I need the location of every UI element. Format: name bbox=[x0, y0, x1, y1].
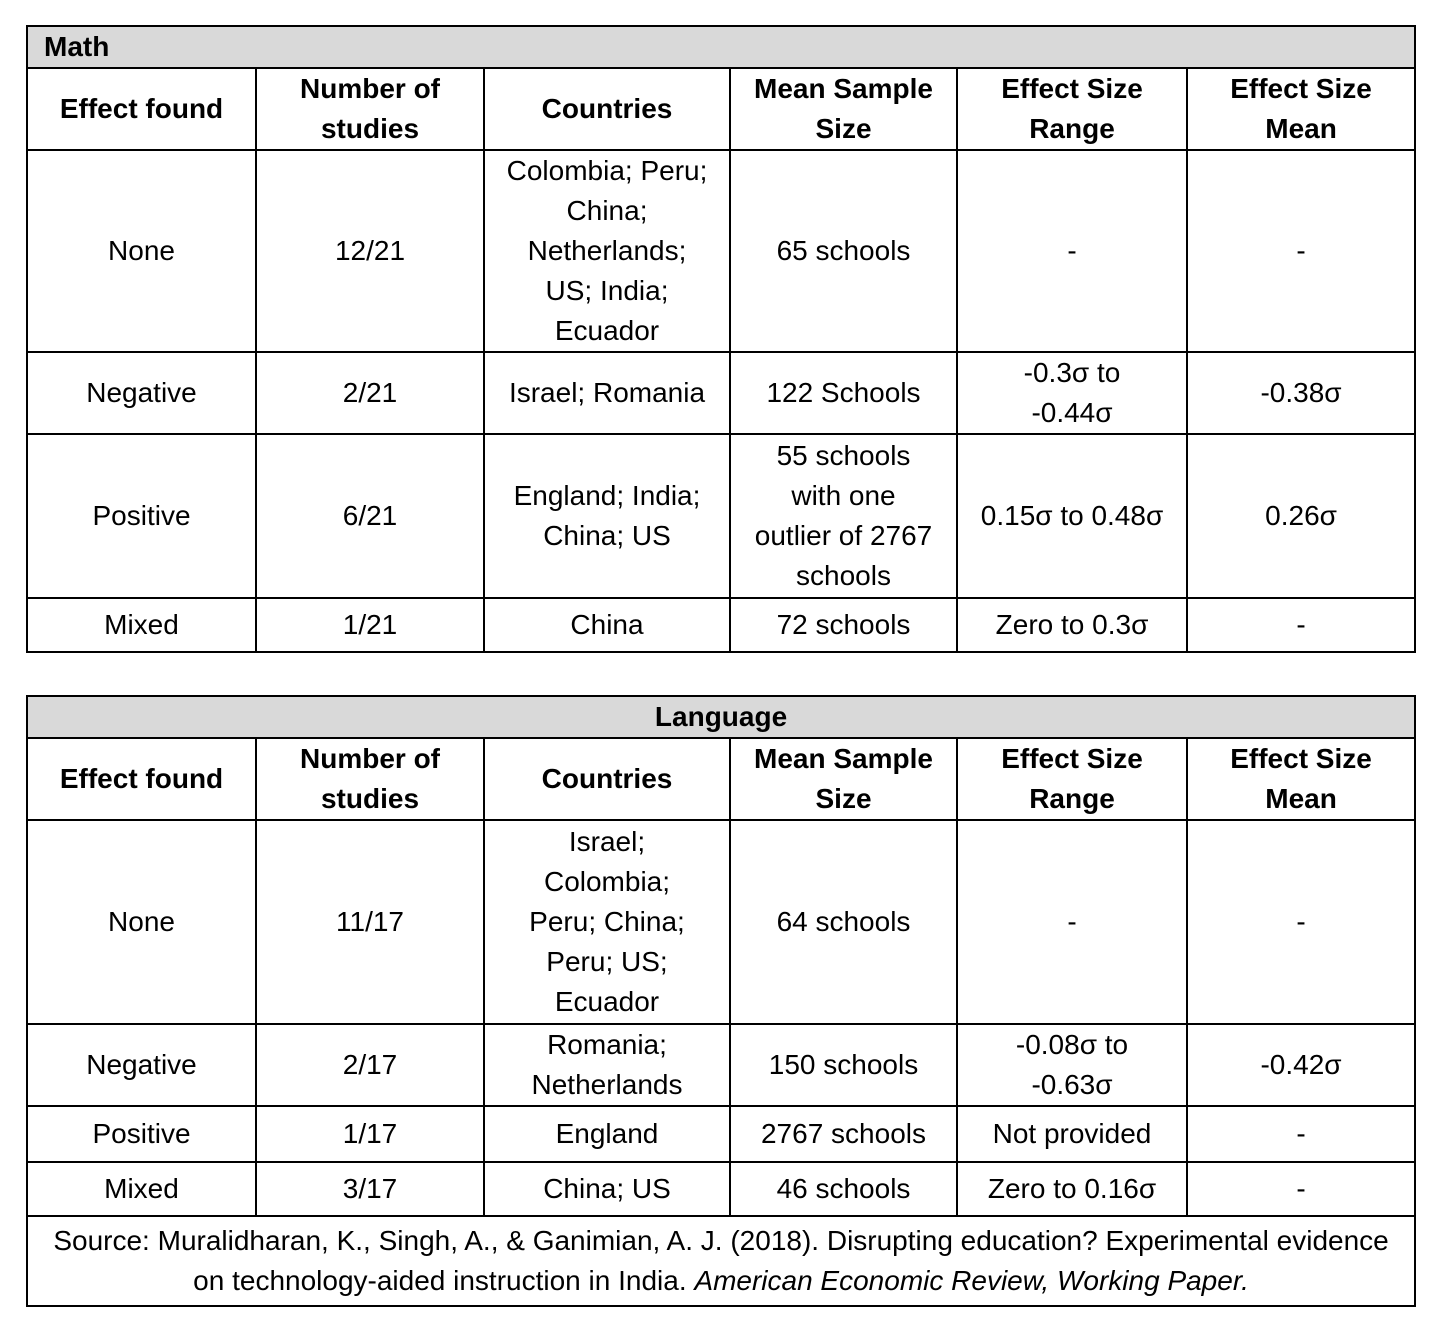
cell-mean: - bbox=[1187, 1162, 1415, 1216]
header-mean-sample-size: Mean Sample Size bbox=[730, 738, 957, 820]
cell-effect: Mixed bbox=[27, 598, 256, 652]
cell-countries: Colombia; Peru; China; Netherlands; US; India; Ecuador bbox=[484, 150, 730, 352]
cell-effect: Positive bbox=[27, 1106, 256, 1162]
cell-effect: None bbox=[27, 150, 256, 352]
language-header-row bbox=[27, 738, 1415, 820]
table-row bbox=[27, 1024, 1415, 1106]
cell-countries: Israel; Colombia; Peru; China; Peru; US; Ecuador bbox=[484, 820, 730, 1024]
cell-mean: - bbox=[1187, 598, 1415, 652]
cell-mean: - bbox=[1187, 1106, 1415, 1162]
cell-countries: China bbox=[484, 598, 730, 652]
math-title-row bbox=[27, 26, 1415, 68]
cell-range: Not provided bbox=[957, 1106, 1187, 1162]
math-table bbox=[26, 25, 1416, 653]
language-table bbox=[26, 695, 1416, 1307]
cell-sample: 150 schools bbox=[730, 1024, 957, 1106]
cell-sample: 122 Schools bbox=[730, 352, 957, 434]
cell-countries: England; India; China; US bbox=[484, 434, 730, 598]
math-header-row bbox=[27, 68, 1415, 150]
cell-countries: Israel; Romania bbox=[484, 352, 730, 434]
cell-sample: 2767 schools bbox=[730, 1106, 957, 1162]
table-row bbox=[27, 598, 1415, 652]
cell-count: 2/17 bbox=[256, 1024, 484, 1106]
source-row bbox=[27, 1216, 1415, 1306]
table-row bbox=[27, 434, 1415, 598]
cell-range: 0.15σ to 0.48σ bbox=[957, 434, 1187, 598]
cell-countries: England bbox=[484, 1106, 730, 1162]
cell-sample: 65 schools bbox=[730, 150, 957, 352]
cell-countries: Romania; Netherlands bbox=[484, 1024, 730, 1106]
table-row bbox=[27, 1106, 1415, 1162]
header-countries: Countries bbox=[484, 68, 730, 150]
header-mean-sample-size: Mean Sample Size bbox=[730, 68, 957, 150]
cell-count: 1/17 bbox=[256, 1106, 484, 1162]
cell-mean: 0.26σ bbox=[1187, 434, 1415, 598]
cell-sample: 72 schools bbox=[730, 598, 957, 652]
cell-mean: -0.38σ bbox=[1187, 352, 1415, 434]
header-effect-size-mean: Effect Size Mean bbox=[1187, 738, 1415, 820]
cell-range: -0.3σ to -0.44σ bbox=[957, 352, 1187, 434]
cell-count: 11/17 bbox=[256, 820, 484, 1024]
table-row bbox=[27, 1162, 1415, 1216]
cell-effect: Negative bbox=[27, 1024, 256, 1106]
cell-range: - bbox=[957, 150, 1187, 352]
cell-sample: 64 schools bbox=[730, 820, 957, 1024]
cell-effect: Mixed bbox=[27, 1162, 256, 1216]
language-title: Language bbox=[27, 696, 1415, 738]
header-countries: Countries bbox=[484, 738, 730, 820]
cell-count: 2/21 bbox=[256, 352, 484, 434]
cell-mean: - bbox=[1187, 820, 1415, 1024]
cell-range: -0.08σ to -0.63σ bbox=[957, 1024, 1187, 1106]
header-effect-found: Effect found bbox=[27, 738, 256, 820]
cell-sample: 46 schools bbox=[730, 1162, 957, 1216]
cell-count: 3/17 bbox=[256, 1162, 484, 1216]
cell-range: Zero to 0.3σ bbox=[957, 598, 1187, 652]
cell-effect: None bbox=[27, 820, 256, 1024]
cell-range: Zero to 0.16σ bbox=[957, 1162, 1187, 1216]
source-text: Source: Muralidharan, K., Singh, A., & Ganimian, A. J. (2018). Disrupting education? Experimental evidence on technology-aided instruction in India. bbox=[53, 1225, 1389, 1296]
cell-effect: Positive bbox=[27, 434, 256, 598]
header-effect-size-range: Effect Size Range bbox=[957, 738, 1187, 820]
cell-effect: Negative bbox=[27, 352, 256, 434]
table-row bbox=[27, 150, 1415, 352]
header-number-of-studies: Number of studies bbox=[256, 68, 484, 150]
header-effect-size-range: Effect Size Range bbox=[957, 68, 1187, 150]
math-title: Math bbox=[27, 26, 1415, 68]
table-row bbox=[27, 352, 1415, 434]
source-journal: American Economic Review, Working Paper. bbox=[694, 1265, 1249, 1296]
language-title-row bbox=[27, 696, 1415, 738]
table-row bbox=[27, 820, 1415, 1024]
cell-count: 1/21 bbox=[256, 598, 484, 652]
cell-countries: China; US bbox=[484, 1162, 730, 1216]
cell-count: 6/21 bbox=[256, 434, 484, 598]
cell-mean: - bbox=[1187, 150, 1415, 352]
header-effect-size-mean: Effect Size Mean bbox=[1187, 68, 1415, 150]
cell-count: 12/21 bbox=[256, 150, 484, 352]
cell-range: - bbox=[957, 820, 1187, 1024]
cell-mean: -0.42σ bbox=[1187, 1024, 1415, 1106]
source-citation bbox=[27, 1216, 1415, 1306]
header-number-of-studies: Number of studies bbox=[256, 738, 484, 820]
cell-sample: 55 schools with one outlier of 2767 schools bbox=[730, 434, 957, 598]
header-effect-found: Effect found bbox=[27, 68, 256, 150]
